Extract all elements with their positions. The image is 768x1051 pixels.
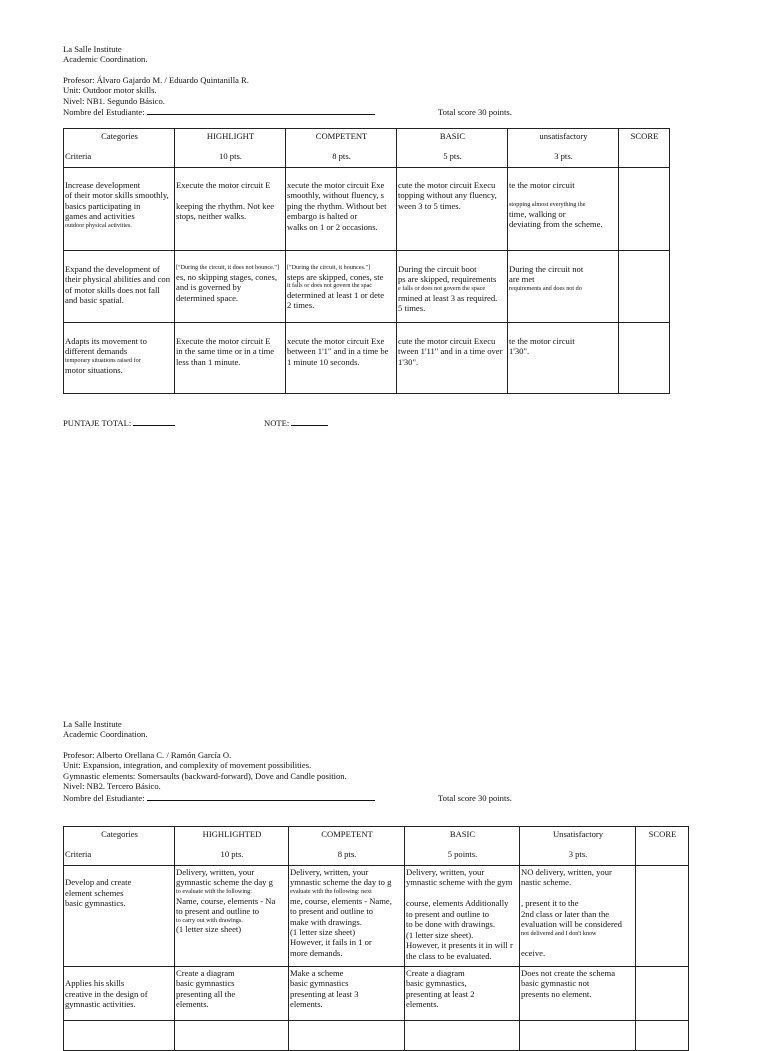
descriptor-text: ymnastic scheme the day to g xyxy=(290,877,392,888)
category-text: basic gymnastics. xyxy=(65,898,126,909)
rubric2-header xyxy=(63,719,375,803)
unsatisfactory-cell xyxy=(508,168,619,251)
unsatisfactory-cell xyxy=(520,866,636,967)
category-text: games and activities xyxy=(65,211,135,222)
category-cell xyxy=(64,967,175,1021)
descriptor-text: es, no skipping stages, cones, xyxy=(176,271,277,282)
table-row xyxy=(64,1021,689,1051)
category-text xyxy=(65,968,174,978)
criteria-label: Criteria xyxy=(65,849,92,860)
category-text: Increase development xyxy=(65,180,141,190)
competent-header-cell xyxy=(289,827,405,866)
category-text: outdoor physical activities. xyxy=(65,221,132,229)
basic-cell xyxy=(405,866,520,967)
descriptor-text: are met xyxy=(509,274,535,285)
student-name-label: Nombre del Estudiante: xyxy=(63,792,145,803)
descriptor-text: ween 3 to 5 times. xyxy=(398,200,461,211)
category-text: of motor skills does not fall xyxy=(65,284,160,295)
descriptor-text xyxy=(521,937,635,947)
puntaje-total-label: PUNTAJE TOTAL: xyxy=(63,418,132,428)
competent-header: COMPETENT xyxy=(315,131,368,141)
basic-cell xyxy=(397,323,508,394)
descriptor-text: less than 1 minute. xyxy=(176,356,241,367)
descriptor-text: , present it to the xyxy=(521,898,579,909)
basic-header-cell xyxy=(397,129,508,168)
unsatisfactory-cell xyxy=(520,967,636,1021)
score-cell[interactable] xyxy=(636,866,689,967)
competent-points: 8 pts. xyxy=(332,151,351,162)
basic-cell xyxy=(405,1021,520,1051)
descriptor-text: cute the motor circuit Execu xyxy=(398,336,496,346)
descriptor-text: 1 minute 10 seconds. xyxy=(287,356,360,367)
category-text: creative in the design of xyxy=(65,988,148,999)
unsatisfactory-points: 3 pts. xyxy=(568,849,588,860)
descriptor-text: te the motor circuit xyxy=(509,336,575,346)
category-text: Develop and create xyxy=(65,877,132,888)
descriptor-text: Make a scheme xyxy=(290,968,344,978)
note-field[interactable] xyxy=(291,417,328,426)
categories-header-cell xyxy=(64,129,175,168)
descriptor-text: Delivery, written, your xyxy=(290,867,369,877)
descriptor-text: determined space. xyxy=(176,292,239,303)
highlight-cell xyxy=(175,967,289,1021)
competent-points: 8 pts. xyxy=(337,849,357,860)
descriptor-text: (1 letter size sheet) xyxy=(290,926,356,937)
unsatisfactory-cell xyxy=(520,1021,636,1051)
descriptor-text: in the same time or in a time xyxy=(176,346,275,357)
basic-cell xyxy=(405,967,520,1021)
descriptor-text: requirements and does not do xyxy=(509,284,582,292)
descriptor-text: determined at least 1 or dete xyxy=(287,289,385,300)
descriptor-text: to evaluate with the following: xyxy=(176,887,252,895)
descriptor-text: basic gymnastics xyxy=(290,978,349,989)
highlight-header-cell xyxy=(175,129,286,168)
descriptor-text xyxy=(509,190,618,200)
unsatisfactory-cell xyxy=(508,323,619,394)
total-score-text: Total score 30 points. xyxy=(438,107,512,117)
descriptor-text: to present and outline to xyxy=(176,906,260,917)
category-text: of their motor skills smoothly, xyxy=(65,190,169,201)
nivel-line: Nivel: NB1. Segundo Básico. xyxy=(63,95,165,106)
category-cell xyxy=(64,251,175,323)
table-row xyxy=(64,967,689,1021)
highlight-header: HIGHLIGHTED xyxy=(202,829,262,839)
category-cell xyxy=(64,323,175,394)
descriptor-text: evaluation will be considered xyxy=(521,919,622,930)
basic-header: BASIC xyxy=(449,829,476,839)
descriptor-text: me, course, elements - Name, xyxy=(290,895,392,906)
descriptor-text: Execute the motor circuit E xyxy=(176,336,271,346)
score-cell[interactable] xyxy=(636,967,689,1021)
descriptor-text xyxy=(521,888,635,898)
score-header: SCORE xyxy=(630,131,659,141)
category-text: element schemes xyxy=(65,887,124,898)
score-cell[interactable] xyxy=(619,168,670,251)
coordination-line: Academic Coordination. xyxy=(63,729,148,740)
descriptor-text: NO delivery, written, your xyxy=(521,867,612,877)
categories-header-cell xyxy=(64,827,175,866)
descriptor-text: eceive. xyxy=(521,947,546,958)
descriptor-text: During the circuit boot xyxy=(398,264,477,274)
descriptor-text: (1 letter size sheet) xyxy=(176,924,242,935)
descriptor-text: to be done with drawings. xyxy=(406,919,496,930)
table-row xyxy=(64,866,689,967)
highlight-cell xyxy=(175,168,286,251)
descriptor-text: basic gymnastics xyxy=(176,978,235,989)
descriptor-text: cute the motor circuit Execu xyxy=(398,180,496,190)
category-text: gymnastic activities. xyxy=(65,999,136,1010)
competent-header-cell xyxy=(286,129,397,168)
descriptor-text: between 1'1" and in a time be xyxy=(287,346,389,357)
competent-cell xyxy=(289,967,405,1021)
competent-cell xyxy=(286,251,397,323)
unsatisfactory-cell xyxy=(508,251,619,323)
descriptor-text: ping the rhythm. Without bet xyxy=(287,200,387,211)
descriptor-text: evaluate with the following: next xyxy=(290,887,372,895)
descriptor-text: time, walking or xyxy=(509,208,566,219)
profesor-line: Profesor: Álvaro Gajardo M. / Eduardo Quintanilla R. xyxy=(63,74,249,85)
unit-line: Unit: Expansion, integration, and complexity of movement possibilities. xyxy=(63,760,312,771)
highlight-cell xyxy=(175,866,289,967)
categories-header: Categories xyxy=(101,131,138,141)
table-row xyxy=(64,323,670,394)
competent-cell xyxy=(289,866,405,967)
category-cell xyxy=(64,168,175,251)
student-name-field[interactable] xyxy=(147,792,375,801)
rubric1-header xyxy=(63,44,375,118)
descriptor-text: Delivery, written, your xyxy=(406,867,485,877)
score-header-cell xyxy=(636,827,689,866)
table-header-row xyxy=(64,129,670,168)
descriptor-text xyxy=(176,190,285,200)
rubric1-table xyxy=(63,128,670,394)
unsatisfactory-header: Unsatisfactory xyxy=(552,829,604,839)
institute-name: La Salle Institute xyxy=(63,719,122,729)
table-row xyxy=(64,251,670,323)
category-text: motor situations. xyxy=(65,364,123,375)
descriptor-text: Does not create the schema xyxy=(521,968,616,978)
score-cell[interactable] xyxy=(636,1021,689,1051)
descriptor-text: basic gymnastic not xyxy=(521,978,590,989)
highlight-cell xyxy=(175,1021,289,1051)
descriptor-text: Delivery, written, your xyxy=(176,867,255,877)
descriptor-text xyxy=(406,888,519,898)
descriptor-text: Create a diagram xyxy=(176,968,235,978)
descriptor-text: 2 times. xyxy=(287,300,315,311)
rubric2-table xyxy=(63,826,689,1051)
descriptor-text: Create a diagram xyxy=(406,968,465,978)
score-header: SCORE xyxy=(648,829,677,839)
descriptor-text: ymnastic scheme with the gym xyxy=(406,877,513,888)
descriptor-text: nastic scheme. xyxy=(521,877,572,888)
table-header-row xyxy=(64,827,689,866)
descriptor-text: it falls or does not govern the spac xyxy=(287,282,373,290)
descriptor-text: course, elements Additionally xyxy=(406,898,509,909)
nivel-line: Nivel: NB2. Tercero Básico. xyxy=(63,781,161,792)
competent-cell xyxy=(286,323,397,394)
score-cell[interactable] xyxy=(619,251,670,323)
descriptor-text: stopping almost everything the xyxy=(509,200,586,208)
descriptor-text: stops, neither walks. xyxy=(176,211,247,222)
descriptor-text: embargo is halted or xyxy=(287,211,358,222)
descriptor-text: presenting at least 3 xyxy=(290,988,359,999)
highlight-points: 10 pts. xyxy=(220,849,244,860)
category-text: and basic spatial. xyxy=(65,295,124,306)
descriptor-text: 2nd class or later than the xyxy=(521,908,610,919)
descriptor-text: ps are skipped, requirements xyxy=(398,274,497,285)
category-cell xyxy=(64,1021,175,1051)
descriptor-text: However, it presents it in will r xyxy=(406,940,513,951)
highlight-points: 10 pts. xyxy=(219,151,242,162)
descriptor-text: tween 1'11" and in a time over xyxy=(398,346,503,357)
table-row xyxy=(64,168,670,251)
score-cell[interactable] xyxy=(619,323,670,394)
category-text: basics participating in xyxy=(65,200,141,211)
descriptor-text: Name, course, elements - Na xyxy=(176,895,276,906)
descriptor-text: smoothly, without fluency, s xyxy=(287,190,384,201)
descriptor-text: to present and outline to xyxy=(406,908,490,919)
descriptor-text: and is governed by xyxy=(176,282,242,293)
category-text: Expand the development of xyxy=(65,264,160,274)
categories-header: Categories xyxy=(101,829,138,839)
descriptor-text: to carry out with drawings. xyxy=(176,916,243,924)
basic-header-cell xyxy=(405,827,520,866)
descriptor-text: xecute the motor circuit Exe xyxy=(287,336,385,346)
descriptor-text: more demands. xyxy=(290,947,343,958)
descriptor-text: ["During the circuit, it does not bounce."] xyxy=(176,264,279,271)
descriptor-text: te the motor circuit xyxy=(509,180,575,190)
descriptor-text: presenting all the xyxy=(176,988,236,999)
descriptor-text: make with drawings. xyxy=(290,916,362,927)
competent-header: COMPETENT xyxy=(321,829,373,839)
unsatisfactory-points: 3 pts. xyxy=(554,151,573,162)
descriptor-text: During the circuit not xyxy=(509,264,584,274)
profesor-line: Profesor: Alberto Orellana C. / Ramón García O. xyxy=(63,749,232,760)
category-text: their physical abilities and con xyxy=(65,274,171,285)
score-header-cell xyxy=(619,129,670,168)
elements-line: Gymnastic elements: Somersaults (backward-forward), Dove and Candle position. xyxy=(63,770,347,781)
descriptor-text: deviating from the scheme. xyxy=(509,219,603,230)
descriptor-text: elements. xyxy=(406,999,439,1010)
descriptor-text: gymnastic scheme the day g xyxy=(176,877,273,888)
student-name-line xyxy=(63,106,375,117)
basic-cell xyxy=(397,168,508,251)
coordination-line: Academic Coordination. xyxy=(63,54,148,65)
category-cell xyxy=(64,866,175,967)
descriptor-text: basic gymnastics, xyxy=(406,978,467,989)
descriptor-text: Execute the motor circuit E xyxy=(176,180,271,190)
basic-points: 5 points. xyxy=(447,849,478,860)
institute-name: La Salle Institute xyxy=(63,44,122,54)
descriptor-text: keeping the rhythm. Not kee xyxy=(176,200,275,211)
descriptor-text: topping without any fluency, xyxy=(398,190,497,201)
highlight-cell xyxy=(175,251,286,323)
descriptor-text: steps are skipped, cones, ste xyxy=(287,271,384,282)
basic-cell xyxy=(397,251,508,323)
basic-points: 5 pts. xyxy=(443,151,462,162)
category-text: temporary situations raised for xyxy=(65,356,141,364)
puntaje-total-line xyxy=(63,417,175,428)
descriptor-text: to present and outline to xyxy=(290,906,374,917)
descriptor-text: xecute the motor circuit Exe xyxy=(287,180,385,190)
competent-cell xyxy=(289,1021,405,1051)
category-text xyxy=(65,867,174,877)
descriptor-text: (1 letter size sheet). xyxy=(406,929,474,940)
descriptor-text: elements. xyxy=(290,999,323,1010)
student-name-label: Nombre del Estudiante: xyxy=(63,107,145,118)
descriptor-text: elements. xyxy=(176,999,209,1010)
descriptor-text: not delivered and I don't know xyxy=(521,929,597,937)
unsatisfactory-header-cell xyxy=(508,129,619,168)
note-label: NOTE: xyxy=(264,418,290,428)
category-text: Applies his skills xyxy=(65,978,125,989)
competent-cell xyxy=(286,168,397,251)
descriptor-text: However, it fails in 1 or xyxy=(290,937,372,948)
descriptor-text: presents no element. xyxy=(521,988,592,999)
puntaje-total-field[interactable] xyxy=(133,417,175,426)
descriptor-text: presenting at least 2 xyxy=(406,988,475,999)
basic-header: BASIC xyxy=(439,131,466,141)
note-line xyxy=(264,417,328,428)
criteria-label: Criteria xyxy=(65,151,92,162)
unit-line: Unit: Outdoor motor skills. xyxy=(63,85,157,96)
descriptor-text: ["During the circuit, it bounces."] xyxy=(287,264,371,271)
unsatisfactory-header: unsatisfactory xyxy=(539,131,588,141)
highlight-header: HIGHLIGHT xyxy=(206,131,255,141)
student-name-line xyxy=(63,792,375,803)
descriptor-text: walks on 1 or 2 occasions. xyxy=(287,221,378,232)
descriptor-text: rmined at least 3 as required. xyxy=(398,292,498,303)
unsatisfactory-header-cell xyxy=(520,827,636,866)
student-name-field[interactable] xyxy=(147,106,375,115)
descriptor-text: 1'30". xyxy=(398,356,419,367)
descriptor-text: the class to be evaluated. xyxy=(406,950,492,961)
highlight-cell xyxy=(175,323,286,394)
highlight-header-cell xyxy=(175,827,289,866)
category-text: different demands xyxy=(65,346,128,357)
descriptor-text: 1'30". xyxy=(509,346,530,357)
descriptor-text: 5 times. xyxy=(398,303,426,314)
descriptor-text: e falls or does not govern the space xyxy=(398,284,486,292)
category-text: Adapts its movement to xyxy=(65,336,147,346)
total-score-text: Total score 30 points. xyxy=(438,793,512,803)
